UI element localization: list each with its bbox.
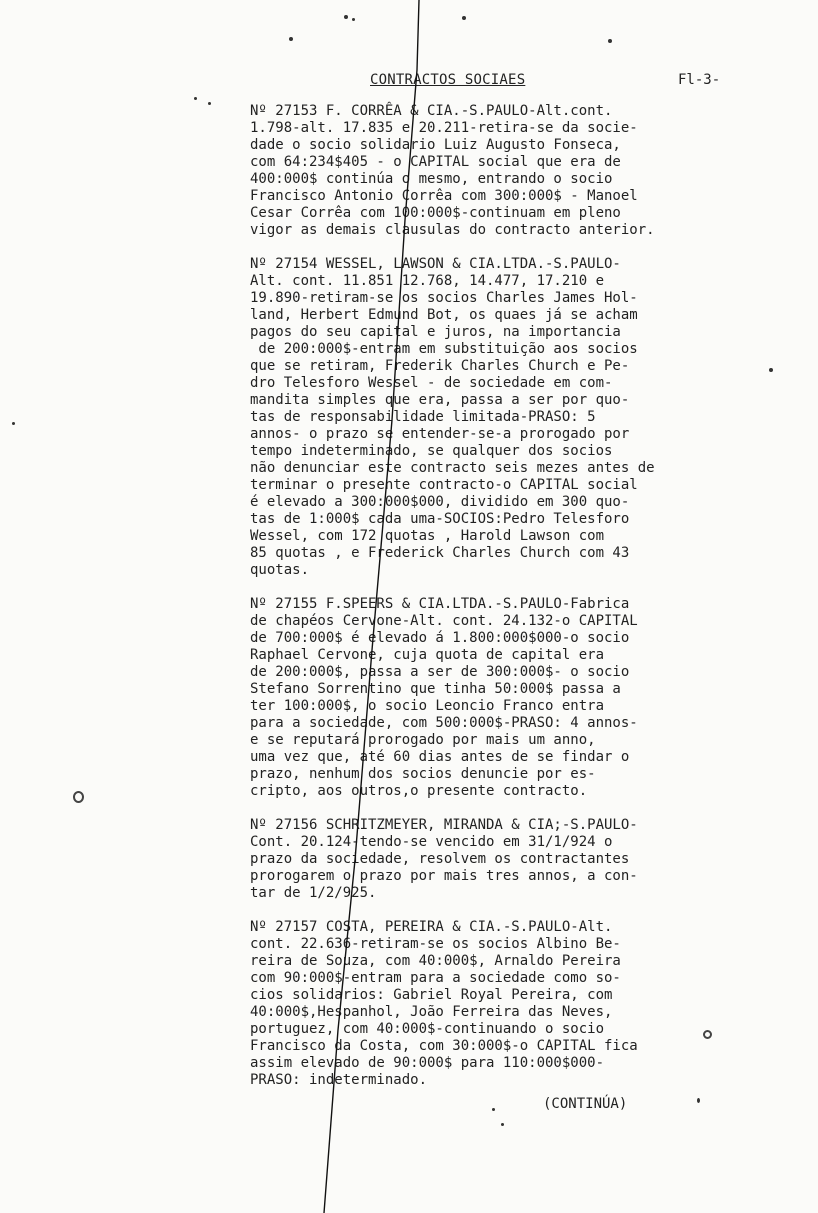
entry-line: terminar o presente contracto-o CAPITAL social [250, 477, 638, 493]
entry-line: prorogarem o prazo por mais tres annos, a con- [250, 868, 638, 884]
entry-line: tar de 1/2/925. [250, 885, 377, 901]
entry-line: dro Telesforo Wessel - de sociedade em com- [250, 375, 613, 391]
speck-mark [769, 368, 773, 372]
entry-line: prazo, nenhum dos socios denuncie por es- [250, 766, 596, 782]
entry-line: dade o socio solidario Luiz Augusto Fonseca, [250, 137, 621, 153]
entry-line: e se reputará prorogado por mais um anno, [250, 732, 596, 748]
page-title: CONTRACTOS SOCIAES [370, 72, 526, 88]
entry-line: tempo indeterminado, se qualquer dos socios [250, 443, 613, 459]
entry-27155 [250, 596, 740, 800]
entry-27156 [250, 817, 740, 902]
ring-mark [73, 791, 84, 803]
entry-line: Cesar Corrêa com 100:000$-continuam em pleno [250, 205, 621, 221]
entry-line: para a sociedade, com 500:000$-PRASO: 4 annos- [250, 715, 638, 731]
entry-line: 400:000$ continúa o mesmo, entrando o socio [250, 171, 613, 187]
ring-mark [703, 1030, 712, 1039]
entry-line: Nº 27156 SCHRITZMEYER, MIRANDA & CIA;-S.PAULO- [250, 817, 638, 833]
entry-line: não denunciar este contracto seis mezes antes de [250, 460, 655, 476]
entry-line: portuguez, com 40:000$-continuando o socio [250, 1021, 605, 1037]
entry-line: Raphael Cervone, cuja quota de capital era [250, 647, 605, 663]
entry-line: Nº 27154 WESSEL, LAWSON & CIA.LTDA.-S.PAULO- [250, 256, 621, 272]
entry-line: que se retiram, Frederik Charles Church e Pe- [250, 358, 630, 374]
entry-line: com 90:000$-entram para a sociedade como so- [250, 970, 621, 986]
speck-mark [208, 102, 211, 105]
entry-line: pagos do seu capital e juros, na importancia [250, 324, 621, 340]
speck-mark [492, 1108, 495, 1111]
entry-line: tas de 1:000$ cada uma-SOCIOS:Pedro Telesforo [250, 511, 630, 527]
entry-27154 [250, 256, 740, 579]
entry-line: vigor as demais clausulas do contracto anterior. [250, 222, 655, 238]
speck-mark [697, 1098, 700, 1103]
speck-mark [352, 18, 355, 21]
entry-line: de 200:000$-entram em substituição aos socios [250, 341, 638, 357]
entry-line: Wessel, com 172 quotas , Harold Lawson com [250, 528, 605, 544]
entry-line: annos- o prazo se entender-se-a prorogado por [250, 426, 630, 442]
entry-line: é elevado a 300:000$000, dividido em 300 quo- [250, 494, 630, 510]
entry-line: land, Herbert Edmund Bot, os quaes já se acham [250, 307, 638, 323]
entry-line: Stefano Sorrentino que tinha 50:000$ passa a [250, 681, 621, 697]
entry-line: Francisco da Costa, com 30:000$-o CAPITAL fica [250, 1038, 638, 1054]
entries-block [250, 103, 740, 1106]
speck-mark [608, 39, 612, 43]
entry-line: 1.798-alt. 17.835 e 20.211-retira-se da socie- [250, 120, 638, 136]
entry-line: 85 quotas , e Frederick Charles Church com 43 [250, 545, 630, 561]
entry-line: assim elevado de 90:000$ para 110:000$000- [250, 1055, 605, 1071]
continues-label: (CONTINÚA) [543, 1096, 628, 1112]
entry-line: de 700:000$ é elevado á 1.800:000$000-o socio [250, 630, 630, 646]
speck-mark [344, 15, 348, 19]
speck-mark [12, 422, 15, 425]
folio-number: Fl-3- [678, 72, 721, 88]
entry-line: mandita simples que era, passa a ser por quo- [250, 392, 630, 408]
entry-line: 40:000$,Hespanhol, João Ferreira das Neves, [250, 1004, 613, 1020]
entry-27157 [250, 919, 740, 1089]
entry-line: cont. 22.636-retiram-se os socios Albino Be- [250, 936, 621, 952]
entry-line: prazo da sociedade, resolvem os contractantes [250, 851, 630, 867]
entry-line: de chapéos Cervone-Alt. cont. 24.132-o CAPITAL [250, 613, 638, 629]
speck-mark [194, 97, 197, 100]
entry-line: cripto, aos outros,o presente contracto. [250, 783, 588, 799]
entry-line: Nº 27153 F. CORRÊA & CIA.-S.PAULO-Alt.cont. [250, 103, 613, 119]
entry-line: Francisco Antonio Corrêa com 300:000$ - Manoel [250, 188, 638, 204]
entry-line: Nº 27157 COSTA, PEREIRA & CIA.-S.PAULO-Alt. [250, 919, 613, 935]
entry-line: tas de responsabilidade limitada-PRASO: 5 [250, 409, 596, 425]
speck-mark [462, 16, 466, 20]
entry-line: com 64:234$405 - o CAPITAL social que era de [250, 154, 621, 170]
entry-line: uma vez que, até 60 dias antes de se findar o [250, 749, 630, 765]
entry-line: 19.890-retiram-se os socios Charles James Hol- [250, 290, 638, 306]
entry-line: reira de Souza, com 40:000$, Arnaldo Pereira [250, 953, 621, 969]
entry-27153 [250, 103, 740, 239]
speck-mark [501, 1123, 504, 1126]
entry-line: Alt. cont. 11.851 12.768, 14.477, 17.210 e [250, 273, 605, 289]
entry-line: ter 100:000$, o socio Leoncio Franco entra [250, 698, 605, 714]
entry-line: Cont. 20.124-tendo-se vencido em 31/1/924 o [250, 834, 613, 850]
entry-line: Nº 27155 F.SPEERS & CIA.LTDA.-S.PAULO-Fabrica [250, 596, 630, 612]
entry-line: quotas. [250, 562, 310, 578]
entry-line: cios solidarios: Gabriel Royal Pereira, com [250, 987, 613, 1003]
entry-line: de 200:000$, passa a ser de 300:000$- o socio [250, 664, 630, 680]
speck-mark [289, 37, 293, 41]
entry-line: PRASO: indeterminado. [250, 1072, 428, 1088]
